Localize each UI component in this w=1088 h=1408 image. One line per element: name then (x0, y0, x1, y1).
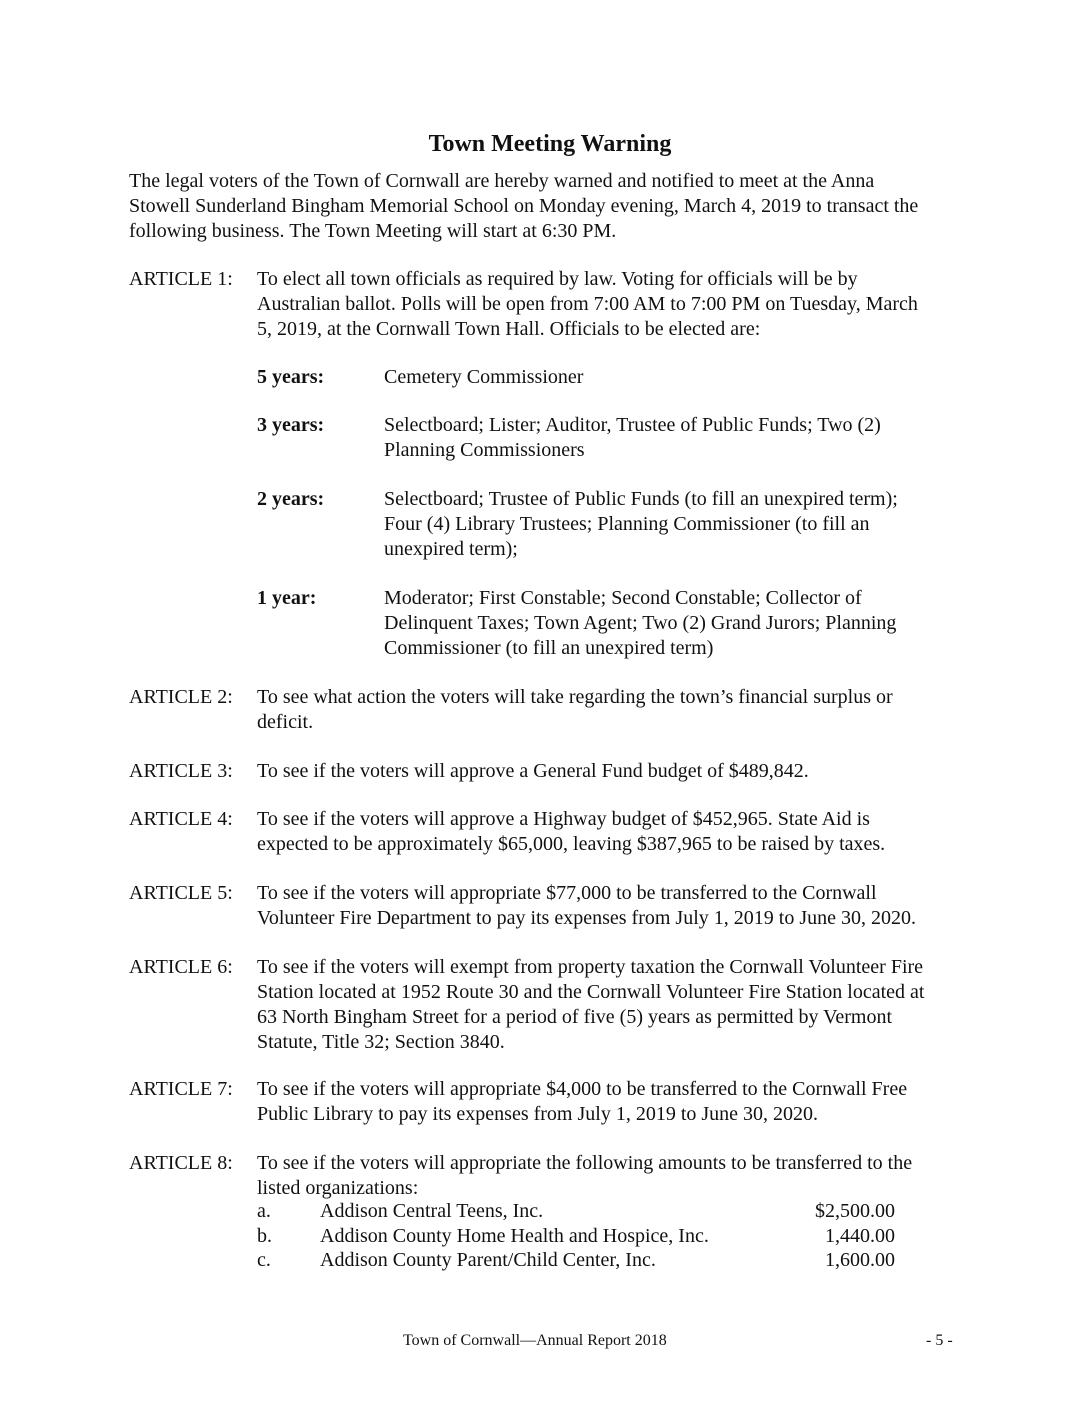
article-line: 5, 2019, at the Cornwall Town Hall. Officials to be elected are: (257, 318, 761, 340)
article-3-text (257, 759, 987, 784)
article-3-label: ARTICLE 3: (129, 760, 233, 782)
intro-line: The legal voters of the Town of Cornwall are hereby warned and notified to meet at the Anna (129, 170, 875, 192)
article-7-label: ARTICLE 7: (129, 1078, 233, 1100)
term-label-1-year: 1 year: (257, 587, 317, 609)
org-name: Addison County Home Health and Hospice, Inc. (320, 1225, 709, 1247)
article-line: Volunteer Fire Department to pay its expenses from July 1, 2019 to June 30, 2020. (257, 907, 916, 929)
org-letter: a. (257, 1200, 271, 1222)
article-line: To see if the voters will approve a General Fund budget of $489,842. (257, 760, 809, 782)
article-line: Statute, Title 32; Section 3840. (257, 1031, 505, 1053)
article-5-label: ARTICLE 5: (129, 882, 233, 904)
article-line: expected to be approximately $65,000, leaving $387,965 to be raised by taxes. (257, 833, 886, 855)
term-line: Selectboard; Lister; Auditor, Trustee of Public Funds; Two (2) (384, 414, 881, 436)
article-line: To see if the voters will appropriate $77,000 to be transferred to the Cornwall (257, 882, 877, 904)
article-line: listed organizations: (257, 1177, 419, 1199)
article-line: Australian ballot. Polls will be open from 7:00 AM to 7:00 PM on Tuesday, March (257, 293, 918, 315)
page-title: Town Meeting Warning (428, 131, 672, 157)
article-line: To see if the voters will appropriate $4,000 to be transferred to the Cornwall Free (257, 1078, 908, 1100)
article-line: To see if the voters will approve a Highway budget of $452,965. State Aid is (257, 808, 870, 830)
term-line: Commissioner (to fill an unexpired term) (384, 637, 714, 659)
org-letter: b. (257, 1225, 272, 1247)
org-name: Addison County Parent/Child Center, Inc. (320, 1249, 656, 1271)
org-amount: 1,600.00 (825, 1249, 895, 1271)
term-offices-3-years (384, 413, 984, 463)
article-8-label: ARTICLE 8: (129, 1152, 233, 1174)
article-1-label: ARTICLE 1: (129, 268, 233, 290)
article-line: Public Library to pay its expenses from July 1, 2019 to June 30, 2020. (257, 1103, 819, 1125)
intro-line: Stowell Sunderland Bingham Memorial School on Monday evening, March 4, 2019 to transact the (129, 195, 919, 217)
term-line: Cemetery Commissioner (384, 366, 584, 388)
org-amount: $2,500.00 (815, 1200, 895, 1222)
article-2-label: ARTICLE 2: (129, 686, 233, 708)
article-line: Station located at 1952 Route 30 and the Cornwall Volunteer Fire Station located at (257, 981, 925, 1003)
term-line: Planning Commissioners (384, 439, 585, 461)
term-line: Delinquent Taxes; Town Agent; Two (2) Grand Jurors; Planning (384, 612, 897, 634)
article-4-text (257, 807, 987, 857)
article-5-text (257, 881, 987, 931)
article-line: 63 North Bingham Street for a period of five (5) years as permitted by Vermont (257, 1006, 893, 1028)
org-amount: 1,440.00 (825, 1225, 895, 1247)
page-number: - 5 - (926, 1332, 953, 1349)
article-line: To see what action the voters will take regarding the town’s financial surplus or (257, 686, 893, 708)
intro-line: following business. The Town Meeting will start at 6:30 PM. (129, 220, 617, 242)
intro-paragraph (129, 169, 979, 244)
footer-report-title: Town of Cornwall—Annual Report 2018 (403, 1332, 667, 1349)
term-line: unexpired term); (384, 538, 518, 560)
article-line: To see if the voters will exempt from property taxation the Cornwall Volunteer Fire (257, 956, 924, 978)
article-line: To elect all town officials as required by law. Voting for officials will be by (257, 268, 858, 290)
org-letter: c. (257, 1249, 271, 1271)
article-8-text (257, 1151, 987, 1201)
article-line: deficit. (257, 711, 314, 733)
article-2-text (257, 685, 987, 735)
article-1-text (257, 267, 987, 342)
term-line: Selectboard; Trustee of Public Funds (to fill an unexpired term); (384, 488, 898, 510)
term-offices-5-years (384, 365, 984, 390)
term-offices-1-year (384, 586, 984, 661)
term-line: Four (4) Library Trustees; Planning Commissioner (to fill an (384, 513, 870, 535)
article-7-text (257, 1077, 987, 1127)
article-4-label: ARTICLE 4: (129, 808, 233, 830)
term-line: Moderator; First Constable; Second Constable; Collector of (384, 587, 862, 609)
term-label-3-years: 3 years: (257, 414, 325, 436)
term-label-2-years: 2 years: (257, 488, 325, 510)
term-offices-2-years (384, 487, 984, 562)
article-line: To see if the voters will appropriate the following amounts to be transferred to the (257, 1152, 913, 1174)
article-6-text (257, 955, 987, 1055)
term-label-5-years: 5 years: (257, 366, 325, 388)
org-name: Addison Central Teens, Inc. (320, 1200, 544, 1222)
article-6-label: ARTICLE 6: (129, 956, 233, 978)
